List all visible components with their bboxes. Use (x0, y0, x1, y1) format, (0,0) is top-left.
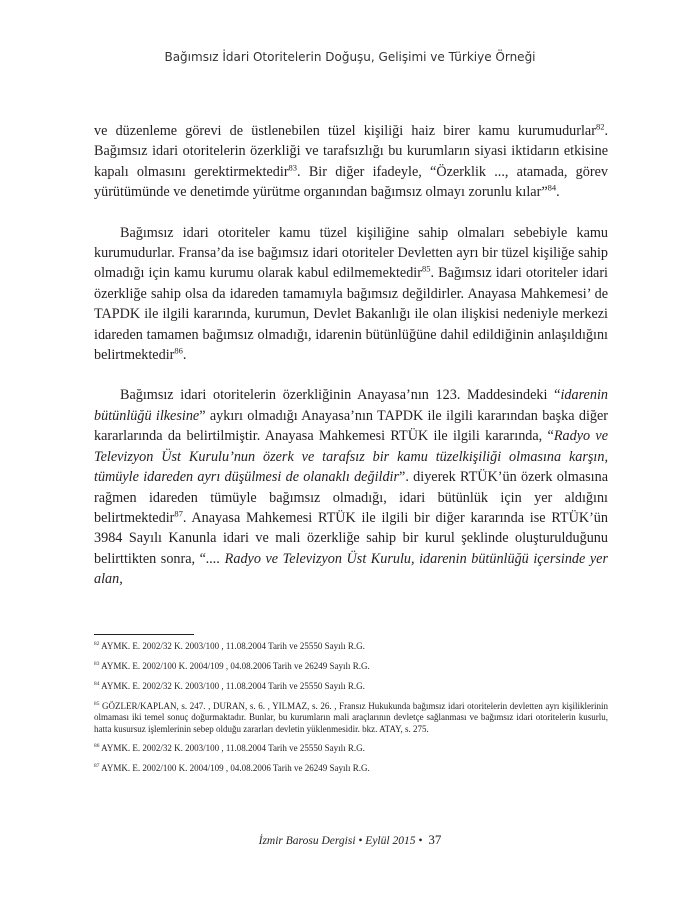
footnote-number: 82 (94, 641, 100, 647)
footnote-text: AYMK. E. 2002/100 K. 2004/109 , 04.08.2006 Tarih ve 26249 Sayılı R.G. (99, 660, 370, 671)
footnote (94, 701, 608, 735)
text-run: Bağımsız idari otoritelerin özerkliğinin Anayasa’nın 123. Maddesindeki “ (120, 387, 561, 404)
footnotes (94, 634, 608, 783)
text-run: . Bir diğer ifadeyle, “Özerklik ..., atamada, görev yürütümünde ve denetimde yürütme organından bağımsız olmayı zorunlu kılar” (94, 163, 608, 201)
quoted-text: .... Radyo ve Televizyon Üst Kurulu, idarenin bütünlüğü içersinde yer alan, (94, 550, 608, 588)
paragraph (94, 121, 608, 203)
footnote-ref: 82 (595, 121, 605, 132)
footnote-ref: 84 (547, 182, 557, 193)
journal-name: İzmir Barosu Dergisi • Eylül 2015 • (258, 835, 423, 847)
body-text (94, 121, 608, 610)
page-number: 37 (428, 832, 442, 847)
text-run: . Anayasa Mahkemesi RTÜK ile ilgili bir diğer kararında ise RTÜK’ün 3984 Sayılı Kanunla idari ve mali özerkliğe sahip bir kurul şeklinde oluşturulduğunu belirttikten sonra, “ (94, 509, 608, 567)
quoted-text: Radyo ve Televizyon Üst Kurulu’nun özerk ve tarafsız bir kamu tüzelkişiliği olmasına karşın, tümüyle idareden ayrı düşülmesi de olanaklı değildir (94, 428, 608, 486)
footnote-list (94, 641, 608, 775)
running-header: Bağımsız İdari Otoritelerin Doğuşu, Gelişimi ve Türkiye Örneği (164, 50, 536, 64)
text-run: Bağımsız idari otoriteler kamu tüzel kişiliğine sahip olmaları sebebiyle kamu kurumudurlar. Fransa’da ise bağımsız idari otoriteler Devletten ayrı bir tüzel kişiliğe sahip olmadığı için kamu kurumu olarak kabul edilmemektedir (94, 224, 608, 282)
page-footer (0, 832, 700, 848)
footnote-number: 86 (94, 743, 100, 750)
text-run: . Bağımsız idari otoritelerin özerkliği ve tarafsızlığı bu kurumların siyasi iktidarın etkisine kapalı olmasını gerektirmektedir (94, 123, 608, 180)
quoted-text: idarenin bütünlüğü ilkesine (94, 387, 608, 424)
footnote-text: AYMK. E. 2002/32 K. 2003/100 , 11.08.2004 Tarih ve 25550 Sayılı R.G. (99, 641, 365, 651)
text-run: ve düzenleme görevi de üstlenebilen tüzel kişiliği haiz birer kamu kurumudurlar (94, 123, 596, 139)
text-run: . (182, 347, 187, 364)
footnote (94, 661, 608, 672)
footnote-number: 87 (94, 763, 100, 770)
footnote (94, 763, 608, 774)
footnote (94, 681, 608, 692)
footnote-number: 83 (94, 660, 100, 667)
footnote-text: AYMK. E. 2002/32 K. 2003/100 , 11.08.2004 Tarih ve 25550 Sayılı R.G. (99, 743, 365, 754)
text-run: ”. diyerek RTÜK’ün özerk olmasına rağmen idareden tümüyle bağımsız olmadığı, idari bütünlük için yer aldığını belirtmektedir (94, 469, 608, 526)
text-run: ” aykırı olmadığı Anayasa’nın TAPDK ile ilgili kararından başka diğer kararlarında da belirtilmiştir. Anayasa Mahkemesi RTÜK ile ilgili kararında, “ (94, 407, 608, 445)
paragraph (94, 223, 608, 366)
footnote-text: AYMK. E. 2002/100 K. 2004/109 , 04.08.2006 Tarih ve 26249 Sayılı R.G. (99, 763, 370, 774)
paragraph (94, 385, 608, 589)
footnote-text: AYMK. E. 2002/32 K. 2003/100 , 11.08.2004 Tarih ve 25550 Sayılı R.G. (99, 680, 365, 691)
footnote (94, 641, 608, 652)
text-run: . Bağımsız idari otoriteler idari özerkliğe sahip olsa da idareden tamamıyla bağımsız değildirler. Anayasa Mahkemesi’ de TAPDK ile ilgili kararında, kurumun, Devlet Bakanlığı ile olan ilişkisi nedeniyle merkezi idareden tamamen bağımsız olmadığı, idarenin bütünlüğüne dahil edildiğinin anlaşıldığını belirtmektedir (94, 265, 608, 364)
footnote-number: 84 (94, 680, 100, 687)
footnote-ref: 87 (174, 508, 183, 519)
footnote-ref: 86 (174, 345, 183, 356)
footnote-text: GÖZLER/KAPLAN, s. 247. , DURAN, s. 6. , YILMAZ, s. 26. , Fransız Hukukunda bağımsız idari otoritelerin devletten ayrı kişiliklerinin olmaması iki temel sonuç doğurmaktadır. Bunlar, bu kurumların mali araçlarının devletçe sağlanması ve bağımsız idari otoritelerin kusurlu, hatta kusursuz işlemlerinin sebep olduğu zararları devletin yüklenmesidir. bkz. ATAY, s. 275. (94, 700, 608, 734)
footnote-ref: 83 (288, 162, 298, 173)
footnote (94, 743, 608, 754)
footnote-ref: 85 (421, 263, 431, 274)
footnote-divider (94, 634, 194, 635)
footnote-number: 85 (94, 700, 100, 707)
text-run: . (556, 184, 560, 201)
